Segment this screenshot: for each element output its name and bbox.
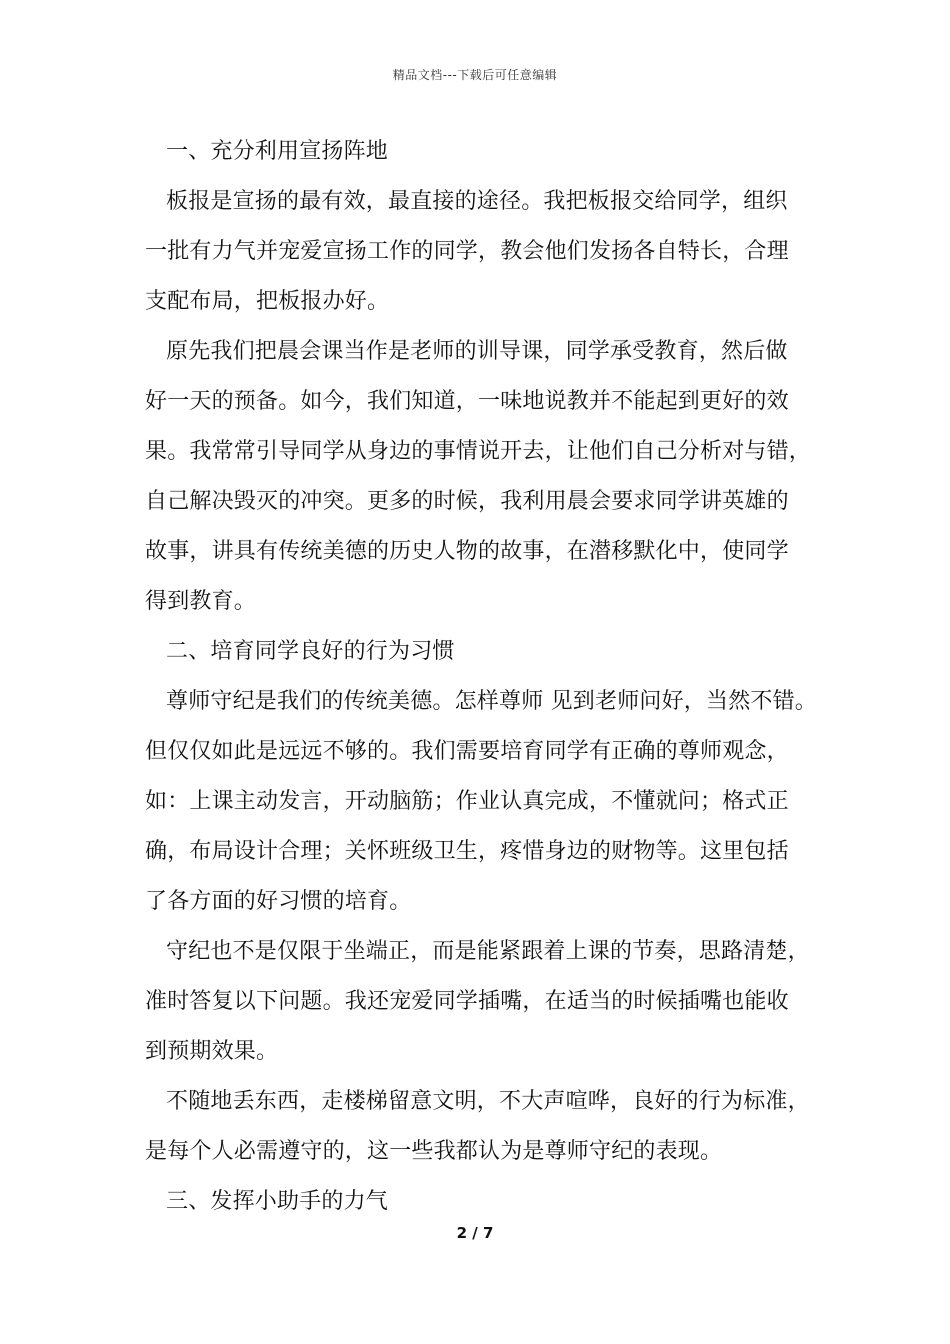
paragraph-line: 板报是宣扬的最有效，最直接的途径。我把板报交给同学，组织 [166, 189, 788, 214]
paragraph-line: 尊师守纪是我们的传统美德。怎样尊师 见到老师问好，当然不错。 [166, 689, 817, 714]
paragraph-line: 原先我们把晨会课当作是老师的训导课，同学承受教育，然后做 [166, 339, 788, 364]
paragraph-line: 到预期效果。 [145, 1039, 279, 1064]
paragraph-line: 好一天的预备。如今，我们知道，一味地说教并不能起到更好的效 [145, 389, 789, 414]
page-number: 2 / 7 [456, 1224, 494, 1242]
page-header: 精品文档---下载后可任意编辑 [392, 68, 558, 82]
paragraph-line: 了各方面的好习惯的培育。 [145, 889, 412, 914]
paragraph-line: 如：上课主动发言，开动脑筋；作业认真完成，不懂就问；格式正 [145, 789, 789, 814]
paragraph-line: 自己解决毁灭的冲突。更多的时候，我利用晨会要求同学讲英雄的 [145, 489, 789, 514]
paragraph-line: 是每个人必需遵守的，这一些我都认为是尊师守纪的表现。 [145, 1139, 723, 1164]
paragraph-line: 确，布局设计合理；关怀班级卫生，疼惜身边的财物等。这里包括 [145, 839, 789, 864]
paragraph-line: 支配布局，把板报办好。 [145, 289, 390, 314]
paragraph-line: 但仅仅如此是远远不够的。我们需要培育同学有正确的尊师观念， [145, 739, 789, 764]
paragraph-line: 一批有力气并宠爱宣扬工作的同学，教会他们发扬各自特长，合理 [145, 239, 789, 264]
document-body [145, 127, 835, 1227]
paragraph-line: 准时答复以下问题。我还宠爱同学插嘴，在适当的时候插嘴也能收 [145, 989, 789, 1014]
paragraph-line: 守纪也不是仅限于坐端正，而是能紧跟着上课的节奏，思路清楚， [166, 939, 810, 964]
section-heading-2: 二、培育同学良好的行为习惯 [166, 639, 455, 664]
paragraph-line: 故事，讲具有传统美德的历史人物的故事，在潜移默化中，使同学 [145, 539, 789, 564]
paragraph-line: 不随地丢东西，走楼梯留意文明，不大声喧哗，良好的行为标准， [166, 1089, 810, 1114]
paragraph-line: 得到教育。 [145, 589, 257, 614]
paragraph-line: 果。我常常引导同学从身边的事情说开去，让他们自己分析对与错， [145, 439, 812, 464]
section-heading-1: 一、充分利用宣扬阵地 [166, 139, 389, 164]
section-heading-3: 三、发挥小助手的力气 [166, 1189, 389, 1214]
